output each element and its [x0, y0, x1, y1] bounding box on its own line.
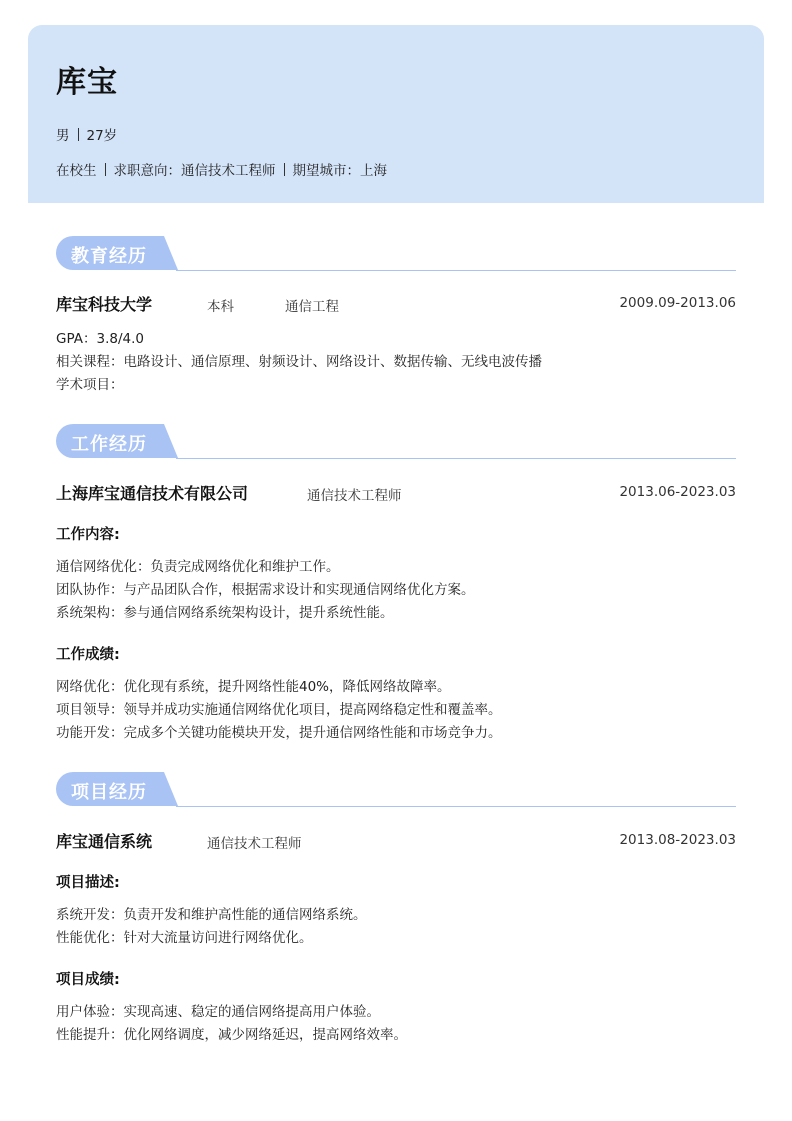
degree: 本科	[207, 299, 234, 315]
age: 27岁	[86, 128, 118, 144]
work-date: 2013.06-2023.03	[619, 484, 736, 500]
work-section-header	[56, 424, 736, 460]
project-name: 库宝通信系统	[56, 832, 153, 851]
job-role: 通信技术工程师	[307, 488, 402, 504]
work-content-item: 系统架构：参与通信网络系统架构设计，提升系统性能。	[56, 605, 394, 621]
work-achievement-title: 工作成绩:	[56, 647, 120, 663]
basic-info-line	[56, 124, 117, 144]
project-description-title: 项目描述:	[56, 875, 120, 891]
project-description-item: 性能优化：针对大流量访问进行网络优化。	[56, 930, 313, 946]
divider	[105, 163, 106, 176]
section-title: 教育经历	[71, 246, 147, 267]
project-description-item: 系统开发：负责开发和维护高性能的通信网络系统。	[56, 907, 367, 923]
school-name: 库宝科技大学	[56, 295, 153, 314]
expected-city: 期望城市：上海	[292, 163, 387, 179]
divider	[78, 128, 79, 141]
work-achievement-item: 项目领导：领导并成功实施通信网络优化项目，提高网络稳定性和覆盖率。	[56, 702, 502, 718]
company-name: 上海库宝通信技术有限公司	[56, 484, 249, 503]
project-achievement-item: 用户体验：实现高速、稳定的通信网络提高用户体验。	[56, 1004, 380, 1020]
work-content-item: 通信网络优化：负责完成网络优化和维护工作。	[56, 559, 340, 575]
student-status: 在校生	[56, 163, 97, 179]
section-title: 项目经历	[71, 782, 147, 803]
project-entry-row	[56, 829, 736, 851]
academic-projects: 学术项目：	[56, 377, 124, 393]
education-date: 2009.09-2013.06	[619, 295, 736, 311]
project-date: 2013.08-2023.03	[619, 832, 736, 848]
work-achievement-item: 网络优化：优化现有系统，提升网络性能40%，降低网络故障率。	[56, 679, 451, 695]
major: 通信工程	[285, 299, 339, 315]
section-divider	[176, 806, 736, 807]
section-divider	[176, 270, 736, 271]
related-courses: 相关课程：电路设计、通信原理、射频设计、网络设计、数据传输、无线电波传播	[56, 354, 542, 370]
work-achievement-item: 功能开发：完成多个关键功能模块开发，提升通信网络性能和市场竞争力。	[56, 725, 502, 741]
work-entry-row	[56, 481, 736, 503]
work-content-title: 工作内容:	[56, 527, 120, 543]
work-content-item: 团队协作：与产品团队合作，根据需求设计和实现通信网络优化方案。	[56, 582, 475, 598]
gender: 男	[56, 128, 70, 144]
education-section-header	[56, 236, 736, 272]
section-divider	[176, 458, 736, 459]
education-entry-row	[56, 292, 736, 314]
project-achievement-item: 性能提升：优化网络调度，减少网络延迟，提高网络效率。	[56, 1027, 407, 1043]
divider	[284, 163, 285, 176]
resume-header	[28, 25, 764, 203]
candidate-name: 库宝	[56, 65, 118, 100]
section-title: 工作经历	[71, 434, 147, 455]
project-role: 通信技术工程师	[207, 836, 302, 852]
job-intent: 求职意向：通信技术工程师	[113, 163, 276, 179]
job-intent-line	[56, 159, 387, 179]
gpa: GPA：3.8/4.0	[56, 331, 144, 347]
project-section-header	[56, 772, 736, 808]
project-achievement-title: 项目成绩:	[56, 972, 120, 988]
